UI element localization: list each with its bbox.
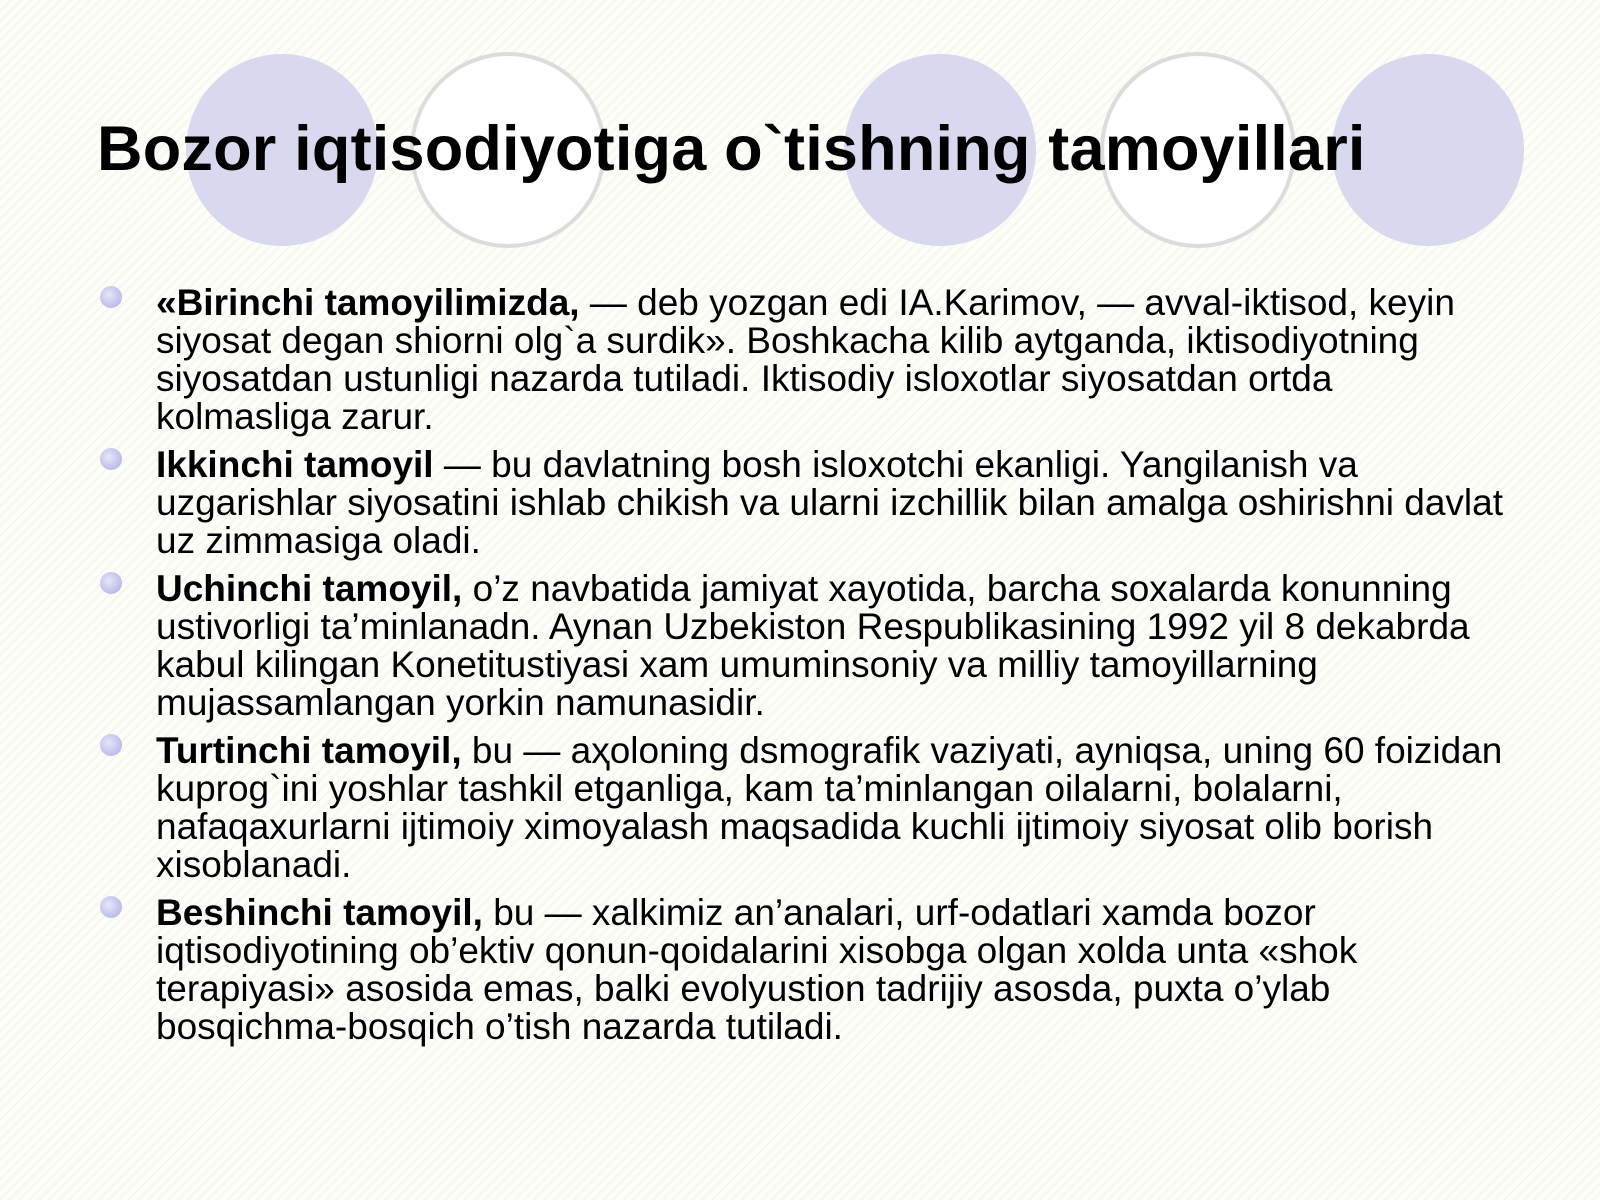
list-item (100, 570, 1510, 722)
item-text: bu — aҳolonіng dsmografik vaziyati, ayniqsa, uning 60 foizidan kuprog`ini yoshlar tashkil etganliga, kam ta’minlangan oilalarni, bolalarni, nafaqaxurlarni ijtimoiy ximoyalash maqsadida kuchli ijtimoiy siyosat olib borish xisoblanadi. (156, 730, 1503, 885)
bullet-icon (100, 572, 122, 594)
item-text: o’z navbatida jamiyat xayotida, barcha soxalarda konunning ustivorligi ta’minlanadn. Aynan Uzbekiston Respublikasining 1992 yil 8 dekabrda kabul kilingan Konetitustiyasi xam umuminsoniy va milliy tamoyillarning mujassamlangan yorkin namunasidir. (156, 568, 1470, 723)
bullet-icon (100, 734, 122, 756)
item-text: bu — xalkimiz an’analari, urf-odatlari xamda bozor iqtisodiyotining ob’ektiv qonun-qoidalarini xisobga olgan xolda unta «shok terapiyasi» asosida emas, balki evolyustion tadrijiy asosda, puxta o’ylab bosqichma-bosqich o’tish nazarda tutiladi. (156, 892, 1358, 1047)
item-lead: Beshinchi tamoyil, (156, 892, 483, 933)
item-lead: Ikkinchi tamoyil (156, 444, 434, 485)
item-text: — deb yozgan edi IA.Karimov, — avval-iktisod, keyin siyosat degan shiorni olg`a surdik». Boshkacha kilib aytganda, iktisodiyotning siyosatdan ustunligi nazarda tutiladi. Iktisodiy isloxotlar siyosatdan ortda kolmasliga zarur. (156, 282, 1455, 437)
item-text: — bu davlatning bosh isloxotchi ekanligi. Yangilanish va uzgarishlar siyosatini ishlab chikish va ularni izchillik bilan amalga oshirishni davlat uz zimmasiga oladi. (156, 444, 1504, 561)
bullet-icon (100, 448, 122, 470)
slide-title: Bozor iqtisodiyotiga o`tishning tamoyillari (97, 114, 1366, 184)
principles-list (100, 284, 1510, 1056)
item-lead: «Birinchi tamoyilimizda, (156, 282, 580, 323)
bullet-icon (100, 896, 122, 918)
list-item (100, 894, 1510, 1046)
list-item (100, 284, 1510, 436)
item-lead: Uchinchi tamoyil, (156, 568, 463, 609)
item-lead: Turtinchi tamoyil, (156, 730, 462, 771)
list-item (100, 732, 1510, 884)
bullet-icon (100, 286, 122, 308)
list-item (100, 446, 1510, 560)
